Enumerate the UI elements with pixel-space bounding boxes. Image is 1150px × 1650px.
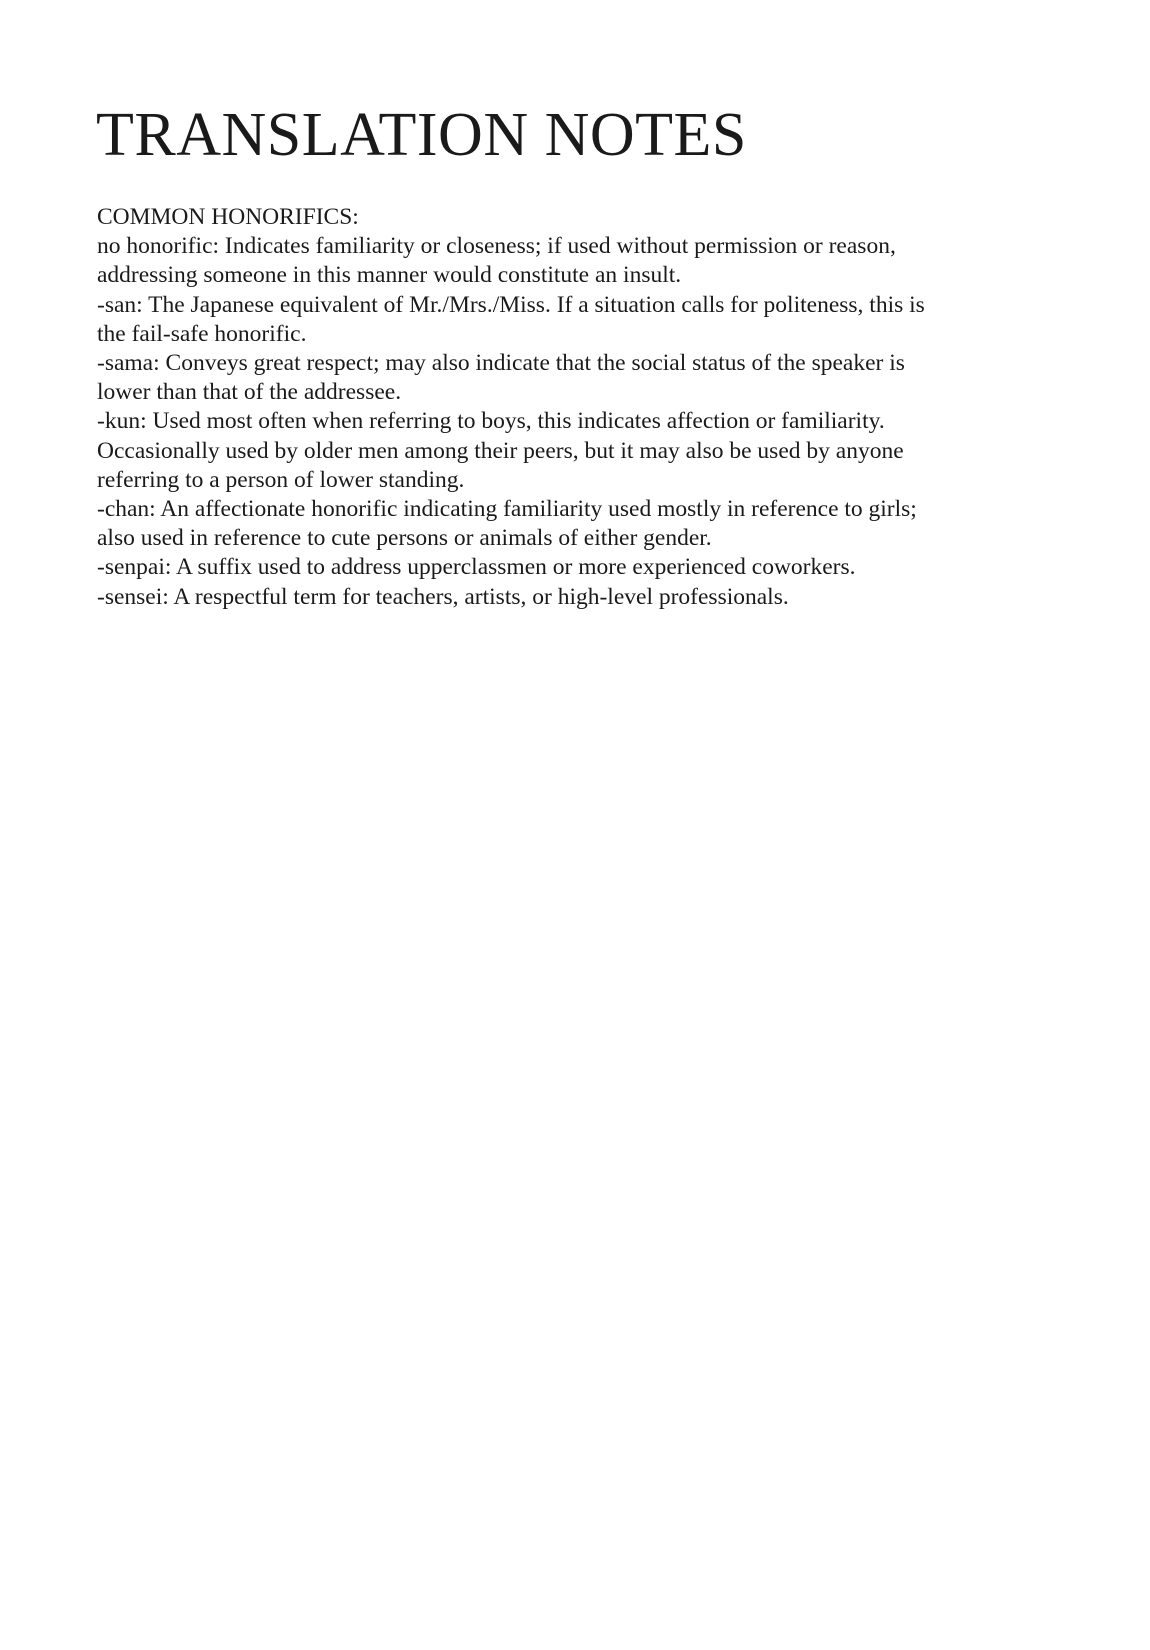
text-line: addressing someone in this manner would constitute an insult.	[97, 262, 682, 289]
text-line: -san: The Japanese equivalent of Mr./Mrs./Miss. If a situation calls for politeness, this is	[97, 291, 925, 318]
page-title: TRANSLATION NOTES	[96, 101, 747, 169]
text-line: referring to a person of lower standing.	[97, 466, 465, 493]
text-line: -senpai: A suffix used to address upperclassmen or more experienced coworkers.	[97, 554, 856, 581]
text-line: the fail-safe honorific.	[97, 320, 307, 347]
text-line: -sama: Conveys great respect; may also indicate that the social status of the speaker is	[97, 350, 905, 377]
section-heading: COMMON HONORIFICS:	[97, 204, 359, 230]
honorifics-section	[97, 203, 925, 612]
text-line: no honorific: Indicates familiarity or closeness; if used without permission or reason,	[97, 233, 896, 260]
text-line: -sensei: A respectful term for teachers, artists, or high-level professionals.	[97, 583, 789, 610]
text-line: -kun: Used most often when referring to boys, this indicates affection or familiarity.	[97, 408, 885, 435]
text-line: -chan: An affectionate honorific indicating familiarity used mostly in reference to girls;	[97, 496, 917, 523]
text-line: Occasionally used by older men among their peers, but it may also be used by anyone	[97, 437, 904, 464]
text-line: lower than that of the addressee.	[97, 379, 402, 406]
text-line: also used in reference to cute persons or animals of either gender.	[97, 525, 712, 552]
